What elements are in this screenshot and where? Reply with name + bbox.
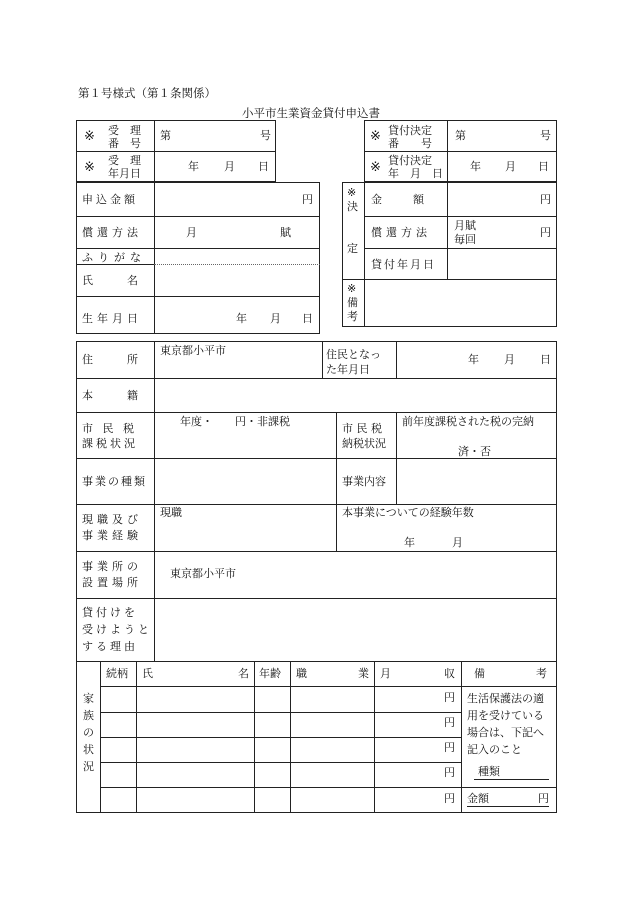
repay-installment: 賦 [280,226,291,239]
family-header-income-2: 収 [444,667,455,680]
decision-amount-label: 金 額 [371,193,427,206]
occupation-current: 現職 [160,506,182,519]
family-header-name-1: 氏 [142,667,153,680]
business-content-label: 事業内容 [342,475,386,488]
family-header-remarks-2: 考 [536,667,547,680]
reception-no-label: 受 理 番 号 [108,124,141,150]
location-label: 事業所の 設置場所 [82,560,142,589]
resident-since-label: 住民となっ た年月日 [326,348,381,376]
family-side-label: 家 族 の 状 況 [83,692,94,773]
family-income-unit-5: 円 [444,792,455,805]
welfare-note: 生活保護法の適 用を受けている 場合は、下記へ 記入のこと [467,692,544,756]
decision-date-label: 貸付決定 年 月 日 [388,154,443,180]
reception-date-month: 月 [224,160,235,173]
decision-repay-label: 償還方法 [371,226,431,239]
tax-payment-choice: 済・否 [458,445,491,458]
experience-years: 年 [404,536,415,549]
birth-month: 月 [270,312,281,325]
experience-label: 本事業についての経験年数 [342,506,474,519]
reception-no-suffix: 号 [260,129,271,142]
family-header-name-2: 名 [238,667,249,680]
decision-repay-unit: 円 [540,226,551,239]
decision-date-year: 年 [470,160,481,173]
welfare-amount-underline [467,806,549,807]
experience-months: 月 [452,536,463,549]
form-title: 小平市生業資金貸付申込書 [242,106,380,120]
resident-since-year: 年 [468,353,479,366]
reception-date-year: 年 [188,160,199,173]
family-income-unit-2: 円 [444,716,455,729]
name-label: 氏 名 [82,274,142,287]
resident-since-day: 日 [540,353,551,366]
decision-date-day: 日 [538,160,549,173]
tax-status-label: 市 民 税 課税状況 [82,422,138,450]
decision-no-suffix: 号 [540,129,551,142]
apply-amount-label: 申込金額 [82,193,138,206]
reception-date-mark: ※ [84,160,95,175]
tax-payment-label: 市 民 税 納税状況 [342,422,386,450]
address-value: 東京都小平市 [160,344,226,357]
decision-amount-unit: 円 [540,193,551,206]
resident-since-month: 月 [504,353,515,366]
family-income-unit-1: 円 [444,691,455,704]
family-header-age: 年齢 [259,667,281,680]
decision-no-label: 貸付決定 番 号 [388,124,432,150]
family-income-unit-3: 円 [444,741,455,754]
family-header-income-1: 月 [380,667,391,680]
form-number: 第１号様式（第１条関係） [78,86,216,100]
welfare-amount-label: 金額 [467,792,489,805]
repay-method-label: 償還方法 [82,226,142,239]
welfare-kind-label: 種類 [478,765,500,778]
remarks-label: ※ 備 考 [347,282,358,323]
occupation-label: 現職及び 事業経験 [82,513,142,542]
family-header-job-1: 職 [296,667,307,680]
birth-day: 日 [302,312,313,325]
business-type-label: 事業の種類 [82,475,147,488]
decision-repay-each: 毎回 [454,233,476,246]
welfare-amount-unit: 円 [538,792,549,805]
repay-month: 月 [186,226,197,239]
reason-label: 貸付けを 受けようと する理由 [82,606,152,653]
domicile-label: 本 籍 [82,389,142,402]
location-value: 東京都小平市 [170,567,236,580]
apply-amount-unit: 円 [302,193,313,206]
family-header-job-2: 業 [358,667,369,680]
address-label: 住 所 [82,353,142,366]
decision-no-prefix: 第 [455,129,466,142]
family-header-relation: 続柄 [106,667,128,680]
decision-date-label-2: 貸付年月日 [371,258,436,271]
reception-date-day: 日 [258,160,269,173]
decision-side-label: ※ 決 定 [347,186,358,255]
welfare-kind-underline [474,779,549,780]
decision-date-mark: ※ [370,160,381,175]
tax-payment-value: 前年度課税された税の完納 [402,415,534,428]
family-income-unit-4: 円 [444,766,455,779]
reception-no-prefix: 第 [160,129,171,142]
reception-date-label: 受 理 年月日 [108,154,141,180]
decision-repay-monthly: 月賦 [454,219,476,232]
reception-no-mark: ※ [84,129,95,144]
decision-no-mark: ※ [370,129,381,144]
family-header-remarks-1: 備 [474,667,485,680]
birth-label: 生年月日 [82,312,142,325]
decision-date-month: 月 [505,160,516,173]
furigana-label: ふりがな [82,251,146,264]
birth-year: 年 [236,312,247,325]
tax-status-value: 年度・ 円・非課税 [180,415,290,428]
